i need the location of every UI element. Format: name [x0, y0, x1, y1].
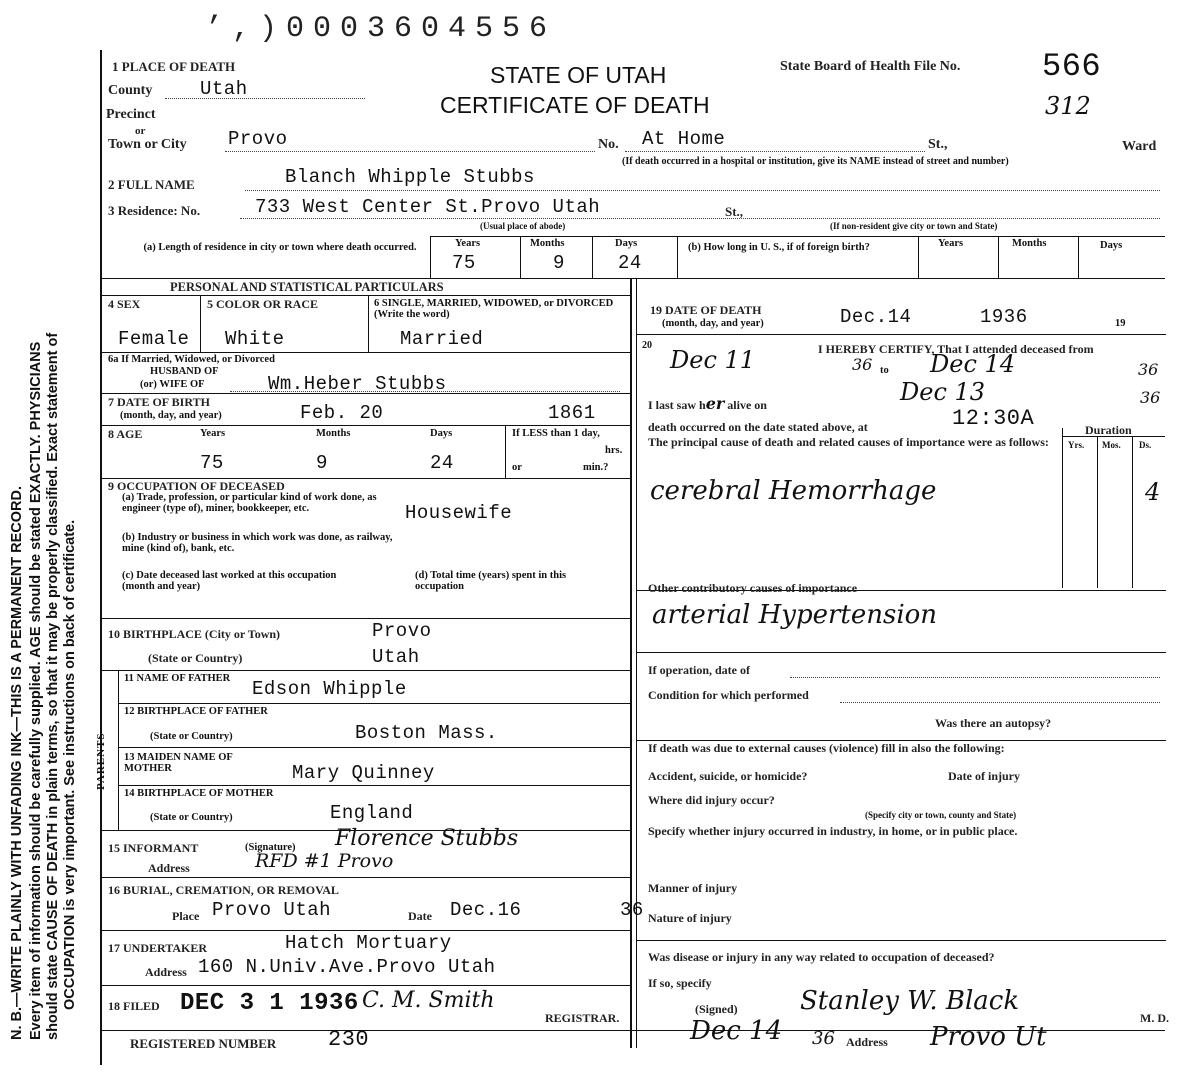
nonresident-note: (If non-resident give city or town and State) — [830, 221, 998, 231]
death-date-value: Dec.14 — [840, 306, 912, 328]
duration-label: Duration — [1085, 423, 1132, 437]
residence-label: 3 Residence: No. — [108, 203, 201, 218]
operation-label: If operation, date of — [648, 663, 750, 677]
birthplace-label: 10 BIRTHPLACE (City or Town) — [108, 627, 281, 641]
duration-mos: Mos. — [1102, 440, 1121, 450]
certify-text: I HEREBY CERTIFY, That I attended deceased from — [818, 342, 1094, 356]
specify-note: (Specify city or town, county and State) — [865, 810, 1017, 820]
frame-line — [118, 747, 630, 748]
frame-line — [636, 940, 1166, 941]
father-label: 11 NAME OF FATHER — [124, 673, 231, 684]
filed-stamp: DEC 3 1 1936 — [180, 990, 359, 1017]
grid-line — [505, 425, 506, 478]
color-value: White — [225, 328, 285, 350]
external-causes-label: If death was due to external causes (violence) fill in also the following: — [648, 741, 1005, 755]
father-value: Edson Whipple — [252, 678, 407, 700]
attended-from-year: 36 — [852, 355, 873, 374]
occupation-a-label: (a) Trade, profession, or particular kind of work done, as engineer (type of), miner, bookkeeper, etc. — [122, 492, 377, 515]
undertaker-label: 17 UNDERTAKER — [108, 941, 208, 955]
informant-signature: Florence Stubbs — [335, 826, 519, 851]
death-occurred-label: death occurred on the date stated above, at — [648, 420, 868, 434]
grid-line — [520, 236, 521, 278]
county-value: Utah — [200, 78, 248, 100]
grid-line — [1078, 236, 1079, 278]
instruction-line-1: N. B.—WRITE PLAINLY WITH UNFADING INK—THIS IS A PERMANENT RECORD. — [9, 486, 25, 1040]
birthplace-state: Utah — [372, 646, 420, 668]
certificate-title: CERTIFICATE OF DEATH — [440, 92, 710, 118]
personal-heading: PERSONAL AND STATISTICAL PARTICULARS — [170, 280, 444, 294]
death-nineteen: 19 — [1115, 318, 1126, 329]
registrar-label: REGISTRAR. — [545, 1011, 620, 1025]
frame-line — [636, 334, 1166, 335]
certificate-serial: ’,)0003604556 — [205, 12, 557, 46]
frame-line — [118, 703, 630, 704]
mother-birthplace-sub: (State or Country) — [150, 812, 233, 823]
burial-place-label: Place — [172, 909, 200, 923]
informant-address-label: Address — [148, 861, 190, 875]
spouse-value: Wm.Heber Stubbs — [268, 373, 447, 395]
where-injury-label: Where did injury occur? — [648, 793, 775, 807]
state-title: STATE OF UTAH — [490, 62, 667, 88]
accident-label: Accident, suicide, or homicide? — [648, 769, 808, 783]
attended-to-year: 36 — [1138, 360, 1159, 379]
frame-line — [100, 618, 630, 619]
dotted-line — [625, 151, 925, 152]
filed-label: 18 FILED — [108, 999, 160, 1013]
informant-label: 15 INFORMANT — [108, 841, 199, 855]
local-number: 312 — [1045, 92, 1091, 120]
age-years-label: Years — [200, 428, 226, 439]
certify-num: 20 — [642, 340, 652, 351]
frame-line — [100, 930, 630, 931]
frame-line — [100, 425, 630, 426]
residence-st-label: St., — [725, 204, 744, 219]
undertaker-value: Hatch Mortuary — [285, 932, 452, 954]
undertaker-address: 160 N.Univ.Ave.Provo Utah — [198, 956, 496, 978]
frame-line — [100, 985, 630, 986]
birthplace-state-label: (State or Country) — [148, 651, 243, 665]
autopsy-label: Was there an autopsy? — [935, 716, 1052, 730]
burial-year: 36 — [620, 899, 644, 921]
no-value: At Home — [642, 128, 726, 150]
full-name-value: Blanch Whipple Stubbs — [285, 166, 535, 188]
frame-line — [100, 670, 630, 671]
marital-label: 6 SINGLE, MARRIED, WIDOWED, or DIVORCED (Write the word) — [374, 298, 614, 321]
cause-duration-days: 4 — [1145, 478, 1161, 506]
physician-address: Provo Ut — [930, 1022, 1047, 1052]
birth-date-sub: (month, day, and year) — [120, 410, 222, 421]
frame-line — [636, 652, 1166, 653]
death-date-sub: (month, day, and year) — [662, 318, 764, 329]
birth-date-value: Feb. 20 — [300, 402, 384, 424]
burial-date: Dec.16 — [450, 899, 522, 921]
us-years-label: Years — [938, 238, 964, 249]
precinct-label: Precinct — [106, 107, 156, 122]
grid-line — [430, 236, 1165, 237]
birthplace-city: Provo — [372, 620, 432, 642]
father-birthplace-label: 12 BIRTHPLACE OF FATHER — [124, 706, 268, 717]
father-birthplace: Boston Mass. — [355, 722, 498, 744]
injury-date-label: Date of injury — [948, 769, 1020, 783]
occupation-related-label: Was disease or injury in any way related to occupation of deceased? — [648, 950, 995, 964]
res-months: 9 — [553, 252, 565, 274]
condition-label: Condition for which performed — [648, 688, 809, 702]
frame-line — [100, 877, 630, 878]
signed-date: Dec 14 — [690, 1016, 783, 1046]
county-label: County — [108, 83, 153, 98]
us-label: (b) How long in U. S., if of foreign birth? — [688, 242, 870, 253]
res-days-label: Days — [615, 238, 638, 249]
principal-cause-label: The principal cause of death and related causes of importance were as follows: — [648, 435, 1049, 449]
mother-birthplace-label: 14 BIRTHPLACE OF MOTHER — [124, 788, 274, 799]
parents-side-label: PARENTS — [95, 732, 107, 790]
sex-label: 4 SEX — [108, 297, 141, 311]
occupation-heading: 9 OCCUPATION OF DECEASED — [108, 479, 285, 493]
instruction-line-4: OCCUPATION is very important. See instructions on back of certificate. — [62, 519, 78, 1010]
town-value: Provo — [228, 128, 288, 150]
grid-line — [200, 295, 201, 352]
age-days-label: Days — [430, 428, 453, 439]
age-months-label: Months — [316, 428, 351, 439]
res-months-label: Months — [530, 238, 565, 249]
ward-label: Ward — [1122, 139, 1157, 154]
dotted-line — [240, 218, 1160, 219]
town-label: Town or City — [108, 137, 187, 152]
undertaker-address-label: Address — [145, 965, 187, 979]
age-label: 8 AGE — [108, 427, 143, 441]
burial-place: Provo Utah — [212, 899, 332, 921]
signed-label: (Signed) — [695, 1002, 738, 1016]
us-days-label: Days — [1100, 240, 1123, 251]
file-number: 566 — [1042, 48, 1102, 85]
instruction-line-3: should state CAUSE OF DEATH in plain terms, so that it may be properly classified. Exact statement of — [45, 332, 61, 1040]
registered-number: 230 — [328, 1027, 370, 1052]
or-label: or — [135, 125, 146, 137]
grid-line — [677, 236, 678, 278]
spouse-label-a: 6a If Married, Widowed, or Divorced — [108, 354, 275, 365]
parents-bracket — [118, 670, 119, 830]
occupation-value: Housewife — [405, 502, 513, 524]
usual-abode-note: (Usual place of abode) — [480, 221, 566, 231]
principal-cause: cerebral Hemorrhage — [650, 476, 937, 506]
duration-ds: Ds. — [1139, 440, 1152, 450]
industry-label: Specify whether injury occurred in industry, in home, or in public place. — [648, 824, 1018, 838]
physician-signature: Stanley W. Black — [800, 986, 1020, 1016]
contributory-cause: arterial Hypertension — [652, 600, 938, 630]
birth-date-label: 7 DATE OF BIRTH — [108, 395, 210, 409]
last-saw-year: 36 — [1140, 388, 1161, 407]
residence-value: 733 West Center St.Provo Utah — [255, 196, 601, 218]
no-label: No. — [598, 137, 619, 152]
occupation-b-label: (b) Industry or business in which work was done, as railway, mine (kind of), bank, etc. — [122, 532, 393, 555]
dotted-line — [840, 702, 1160, 703]
signed-year: 36 — [812, 1028, 835, 1049]
frame-line — [100, 352, 630, 353]
frame-line — [100, 295, 630, 296]
dotted-line — [165, 98, 365, 99]
age-months: 9 — [316, 452, 328, 474]
mother-value: Mary Quinney — [292, 762, 435, 784]
manner-label: Manner of injury — [648, 881, 738, 895]
informant-address: RFD #1 Provo — [255, 850, 394, 872]
duration-col — [1097, 436, 1098, 588]
sex-value: Female — [118, 328, 190, 350]
last-saw-label: I last saw her alive on — [648, 394, 767, 413]
frame-left — [100, 50, 102, 1065]
duration-col — [1132, 436, 1133, 588]
to-label: to — [880, 365, 889, 376]
duration-col — [1062, 428, 1063, 588]
or-min-label: or — [512, 462, 522, 473]
grid-line — [430, 236, 431, 278]
us-months-label: Months — [1012, 238, 1047, 249]
registrar-signature: C. M. Smith — [362, 988, 495, 1013]
occupation-d-label: (d) Total time (years) spent in this occupation — [415, 570, 567, 593]
dotted-line — [230, 391, 620, 392]
res-days: 24 — [618, 252, 642, 274]
burial-label: 16 BURIAL, CREMATION, OR REMOVAL — [108, 883, 339, 897]
file-label: State Board of Health File No. — [780, 59, 961, 74]
attended-from: Dec 11 — [670, 346, 756, 374]
informant-sig-label: (Signature) — [245, 842, 296, 853]
full-name-label: 2 FULL NAME — [108, 177, 195, 192]
grid-line — [592, 236, 593, 278]
frame-line — [118, 785, 630, 786]
min-label: min.? — [583, 462, 609, 473]
hospital-note: (If death occurred in a hospital or institution, give its NAME instead of street and number) — [622, 156, 1009, 167]
md-label: M. D. — [1140, 1011, 1169, 1025]
death-time: 12:30A — [952, 406, 1035, 431]
mother-label: 13 MAIDEN NAME OF MOTHER — [124, 752, 233, 775]
marital-value: Married — [400, 328, 484, 350]
duration-yrs: Yrs. — [1068, 440, 1085, 450]
grid-line — [368, 295, 369, 352]
registered-label: REGISTERED NUMBER — [130, 1036, 277, 1051]
st-label: St., — [928, 137, 948, 152]
color-label: 5 COLOR OR RACE — [207, 297, 319, 311]
less-than-label: If LESS than 1 day, — [512, 428, 600, 439]
if-so-label: If so, specify — [648, 976, 712, 990]
frame-line — [100, 278, 1165, 279]
res-years: 75 — [452, 252, 476, 274]
dotted-line — [790, 677, 1160, 678]
mother-birthplace: England — [330, 802, 414, 824]
place-of-death-heading: 1 PLACE OF DEATH — [112, 59, 236, 74]
hrs-label: hrs. — [605, 445, 623, 456]
spouse-label-b: HUSBAND OF — [150, 366, 219, 377]
instruction-line-2: Every item of information should be carefully supplied. AGE should be stated EXACTLY. PHYSICIANS — [28, 341, 44, 1040]
occupation-c-label: (c) Date deceased last worked at this occupation (month and year) — [122, 570, 337, 593]
birth-year-value: 1861 — [548, 402, 596, 424]
grid-line — [998, 236, 999, 278]
death-date-label: 19 DATE OF DEATH — [650, 303, 762, 317]
column-divider — [630, 278, 632, 1048]
father-birthplace-sub: (State or Country) — [150, 731, 233, 742]
physician-address-label: Address — [846, 1035, 888, 1049]
age-years: 75 — [200, 452, 224, 474]
grid-line — [918, 236, 919, 278]
death-year-value: 1936 — [980, 306, 1028, 328]
age-days: 24 — [430, 452, 454, 474]
res-years-label: Years — [455, 238, 481, 249]
column-divider — [636, 278, 637, 1048]
burial-date-label: Date — [408, 909, 432, 923]
dotted-line — [225, 151, 595, 152]
length-residence-label: (a) Length of residence in city or town where death occurred. — [143, 242, 417, 253]
dotted-line — [245, 190, 1160, 191]
contributory-label: Other contributory causes of importance — [648, 581, 858, 595]
nature-label: Nature of injury — [648, 911, 732, 925]
attended-to: Dec 14 — [930, 350, 1016, 378]
spouse-label-c: (or) WIFE OF — [140, 379, 205, 390]
last-saw-date: Dec 13 — [900, 378, 986, 406]
